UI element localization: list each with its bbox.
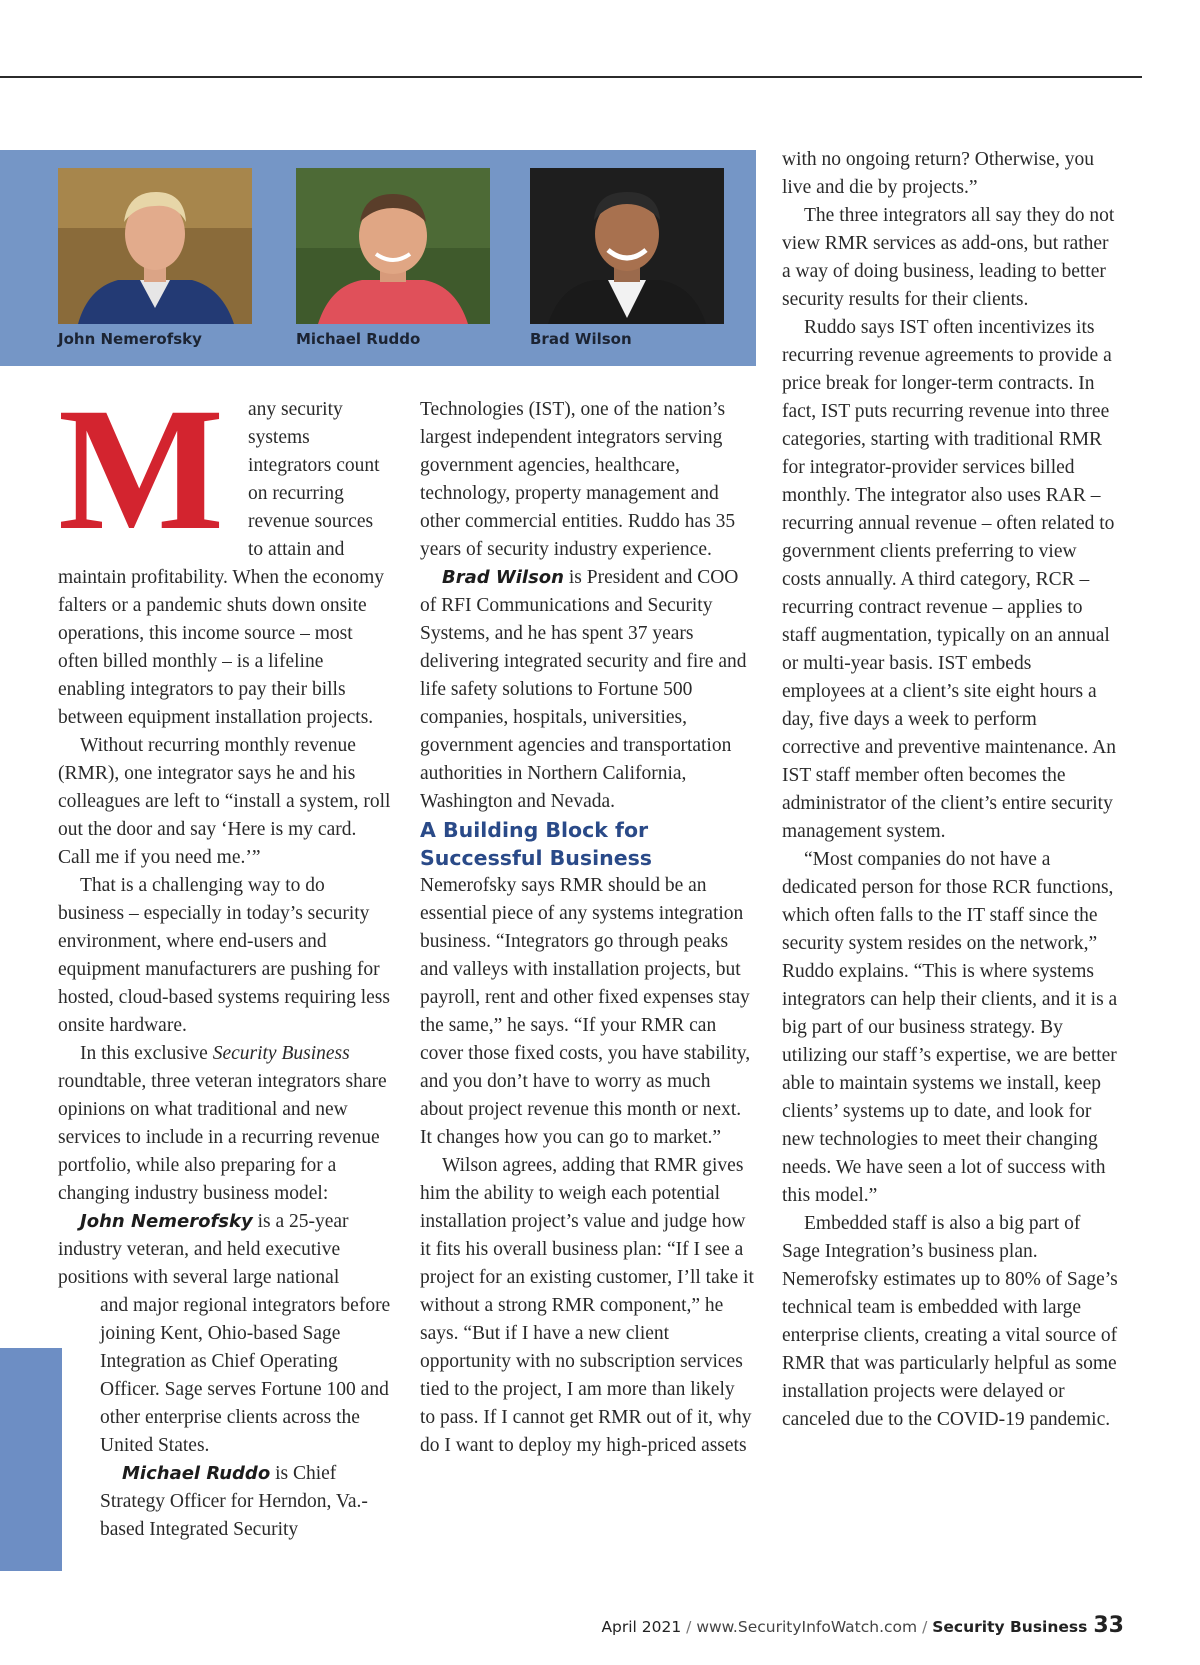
section-heading: A Building Block for Successful Business bbox=[420, 818, 652, 870]
paragraph: Nemerofsky says RMR should be an essential piece of any systems integration business. “Integrators go through peaks and valleys with installation projects, but payroll, rent and other fixed expenses stay the same,” he says. “If your RMR can cover those fixed costs, you have stability, and you don’t have to worry as much about project revenue this month or next. It changes how you can go to market.” bbox=[420, 875, 751, 1148]
article-column-3 bbox=[782, 146, 1118, 1434]
paragraph: In this exclusive Security Business roundtable, three veteran integrators share opinions on what traditional and new services to include in a recurring revenue portfolio, while also preparing for a changing industry business model: bbox=[58, 1043, 387, 1204]
article-column-1 bbox=[58, 372, 392, 1544]
name-michael-ruddo: Michael Ruddo bbox=[122, 1463, 271, 1484]
headshot-john-nemerofsky bbox=[58, 168, 252, 324]
paragraph: Technologies (IST), one of the nation’s largest independent integrators serving government agencies, healthcare, technology, property management and other commercial entities. Ruddo has 35 years of security industry experience. bbox=[420, 399, 736, 560]
drop-cap: M bbox=[58, 372, 221, 567]
footer-separator: / bbox=[917, 1618, 933, 1636]
caption-brad-wilson: Brad Wilson bbox=[530, 330, 632, 348]
page-footer bbox=[601, 1613, 1124, 1638]
paragraph: The three integrators all say they do not view RMR services as add-ons, but rather a way of doing business, leading to better security results for their clients. bbox=[782, 205, 1115, 310]
paragraph: Wilson agrees, adding that RMR gives him the ability to weigh each potential installation project’s value and judge how it fits his overall business plan: “If I see a project for an existing customer, I’ll take it without a strong RMR component,” he says. “But if I have a new client opportunity with no subscription services tied to the project, I am more than likely to pass. If I cannot get RMR out of it, why do I want to deploy my high-priced assets bbox=[420, 1155, 754, 1456]
side-accent-bar bbox=[0, 1348, 62, 1571]
paragraph: and major regional integrators before joining Kent, Ohio-based Sage Integration as Chief Operating Officer. Sage serves Fortune 100 and other enterprise clients across the United States. bbox=[100, 1295, 391, 1456]
headshot-michael-ruddo bbox=[296, 168, 490, 324]
paragraph: Ruddo says IST often incentivizes its recurring revenue agreements to provide a price break for longer-term contracts. In fact, IST puts recurring revenue into three categories, starting with traditional RMR for integrator-provider services billed monthly. The integrator also uses RAR – recurring annual revenue – often related to government clients preferring to view costs annually. A third category, RCR – recurring contract revenue – applies to staff augmentation, typically on an annual or multi-year basis. IST embeds employees at a client’s site eight hours a day, five days a week to perform corrective and preventive maintenance. An IST staff member often becomes the administrator of the client’s entire security management system. bbox=[782, 317, 1117, 842]
indented-block bbox=[58, 1292, 392, 1544]
caption-john-nemerofsky: John Nemerofsky bbox=[58, 330, 202, 348]
headshot-brad-wilson bbox=[530, 168, 724, 324]
top-rule bbox=[0, 76, 1142, 78]
magazine-name-italic: Security Business bbox=[212, 1043, 350, 1064]
paragraph: That is a challenging way to do business – especially in today’s security environment, where end-users and equipment manufacturers are pushing for hosted, cloud-based systems requiring less onsite hardware. bbox=[58, 875, 390, 1036]
footer-separator: / bbox=[681, 1618, 697, 1636]
paragraph: Without recurring monthly revenue (RMR), one integrator says he and his colleagues are left to “install a system, roll out the door and say ‘Here is my card. Call me if you need me.’” bbox=[58, 735, 391, 868]
magazine-name: Security Business bbox=[932, 1618, 1088, 1636]
page-number: 33 bbox=[1093, 1613, 1124, 1638]
intro-paragraph: any security systems integrators count on recurring revenue sources to attain and maintain profitability. When the economy falters or a pandemic shuts down onsite operations, this income source – most often billed monthly – is a lifeline enabling integrators to pay their bills between equipment installation projects. bbox=[58, 399, 384, 728]
paragraph: “Most companies do not have a dedicated person for those RCR functions, which often falls to the IT staff since the security system resides on the network,” Ruddo explains. “This is where systems integrators can help their clients, and it is a big part of our business strategy. By utilizing our staff’s expertise, we are better able to maintain systems we install, keep clients’ systems up to date, and look for new technologies to meet their changing needs. We have seen a lot of success with this model.” bbox=[782, 849, 1118, 1206]
paragraph: John Nemerofsky is a 25-year industry veteran, and held executive positions with several large national bbox=[58, 1211, 349, 1288]
paragraph: Michael Ruddo is Chief Strategy Officer for Herndon, Va.-based Integrated Security bbox=[100, 1463, 368, 1540]
paragraph: Brad Wilson is President and COO of RFI Communications and Security Systems, and he has spent 37 years delivering integrated security and fire and life safety solutions to Fortune 500 companies, hospitals, universities, government agencies and transportation authorities in Northern California, Washington and Nevada. bbox=[420, 567, 747, 812]
name-john-nemerofsky: John Nemerofsky bbox=[80, 1211, 253, 1232]
name-brad-wilson: Brad Wilson bbox=[442, 567, 564, 588]
issue-date: April 2021 bbox=[601, 1618, 682, 1636]
paragraph: Embedded staff is also a big part of Sage Integration’s business plan. Nemerofsky estimates up to 80% of Sage’s technical team is embedded with large enterprise clients, creating a vital source of RMR that was particularly helpful as some installation projects were delayed or canceled due to the COVID-19 pandemic. bbox=[782, 1213, 1118, 1430]
website-link[interactable]: www.SecurityInfoWatch.com bbox=[696, 1618, 918, 1636]
article-column-2 bbox=[420, 396, 754, 1460]
caption-michael-ruddo: Michael Ruddo bbox=[296, 330, 421, 348]
paragraph: with no ongoing return? Otherwise, you live and die by projects.” bbox=[782, 149, 1094, 198]
